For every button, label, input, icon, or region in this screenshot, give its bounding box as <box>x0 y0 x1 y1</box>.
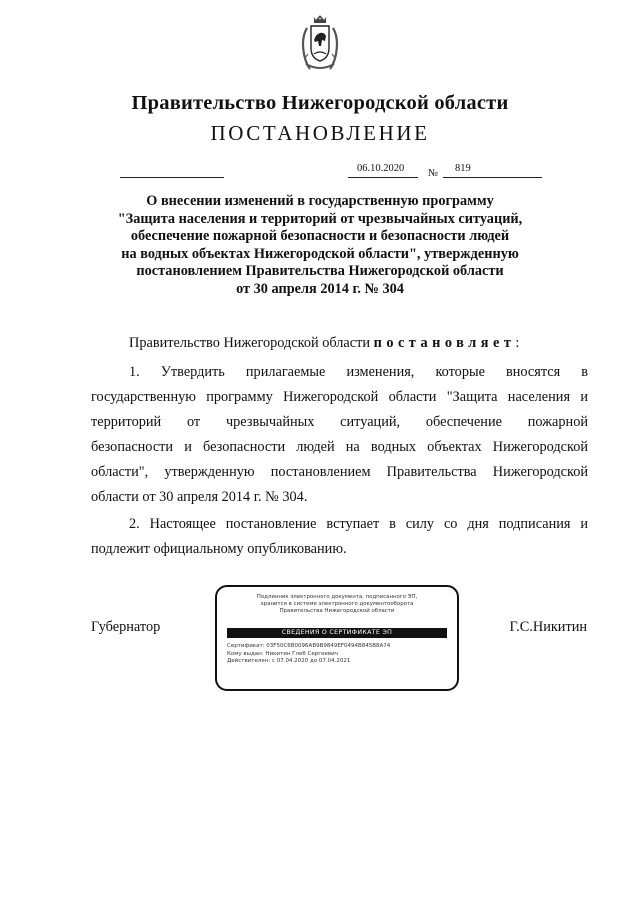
paragraph-line: государственную программу Нижегородской области "Защита населения и <box>91 389 588 405</box>
item-2-paragraph <box>91 512 588 562</box>
paragraph-line: территорий от чрезвычайных ситуаций, обеспечение пожарной <box>91 414 588 430</box>
stamp-header-line: Правительства Нижегородской области <box>279 608 395 615</box>
government-name: Правительство Нижегородской области <box>131 92 509 114</box>
certificate-row <box>227 643 390 651</box>
recipient-value: Никитин Глеб Сергеевич <box>265 650 338 657</box>
title-line: на водных объектах Нижегородской области", утвержденную <box>121 245 519 262</box>
title-line: постановлением Правительства Нижегородской области <box>136 263 504 280</box>
document-date: 06.10.2020 <box>357 163 405 174</box>
paragraph-line: области от 30 апреля 2014 г. № 304. <box>91 489 308 505</box>
paragraph-line: подлежит официальному опубликованию. <box>91 541 347 557</box>
coat-of-arms-emblem <box>300 14 340 72</box>
document-title <box>60 193 580 299</box>
validity-value: с 07.04.2020 до 07.04.2021 <box>272 658 351 665</box>
number-label: № <box>428 168 439 179</box>
document-type: ПОСТАНОВЛЕНИЕ <box>210 121 430 145</box>
number-underline <box>443 177 542 178</box>
paragraph-line: 1. Утвердить прилагаемые изменения, которые вносятся в <box>129 364 588 380</box>
paragraph-line: области", утвержденную постановлением Правительства Нижегородской <box>91 464 588 480</box>
intro-paragraph <box>129 331 589 356</box>
date-blank-line <box>120 177 224 178</box>
item-1-paragraph <box>91 360 588 510</box>
date-underline <box>348 177 418 178</box>
document-number: 819 <box>455 163 471 174</box>
title-line: обеспечение пожарной безопасности и безопасности людей <box>130 228 510 245</box>
certificate-details <box>227 643 390 666</box>
certificate-value: 03F50C6B0096AB9B9849EF0494B845B8A74 <box>266 643 391 649</box>
paragraph-line: 2. Настоящее постановление вступает в силу со дня подписания и <box>129 516 588 532</box>
intro-prefix: Правительство Нижегородской области <box>129 335 370 351</box>
title-line: "Защита населения и территорий от чрезвычайных ситуаций, <box>117 210 523 227</box>
title-line: О внесении изменений в государственную программу <box>146 193 494 209</box>
recipient-label: Кому выдан: <box>227 650 264 657</box>
intro-action: постановляет <box>373 335 516 351</box>
signer-name: Г.С.Никитин <box>509 619 587 635</box>
electronic-signature-stamp <box>215 585 459 691</box>
paragraph-line: безопасности и безопасности людей на водных объектах Нижегородской <box>91 439 588 455</box>
stamp-header-line: хранится в системе электронного документооборота <box>260 601 414 608</box>
certificate-label: Сертификат: <box>227 643 265 649</box>
certificate-row <box>227 658 390 666</box>
stamp-header-line: Подлинник электронного документа, подписанного ЭП, <box>256 594 418 600</box>
certificate-info-bar: СВЕДЕНИЯ О СЕРТИФИКАТЕ ЭП <box>227 628 447 638</box>
stamp-header <box>217 594 457 616</box>
signer-position: Губернатор <box>91 619 161 635</box>
title-line: от 30 апреля 2014 г. № 304 <box>236 280 404 297</box>
validity-label: Действителен: <box>227 658 271 665</box>
intro-colon: : <box>515 335 520 351</box>
